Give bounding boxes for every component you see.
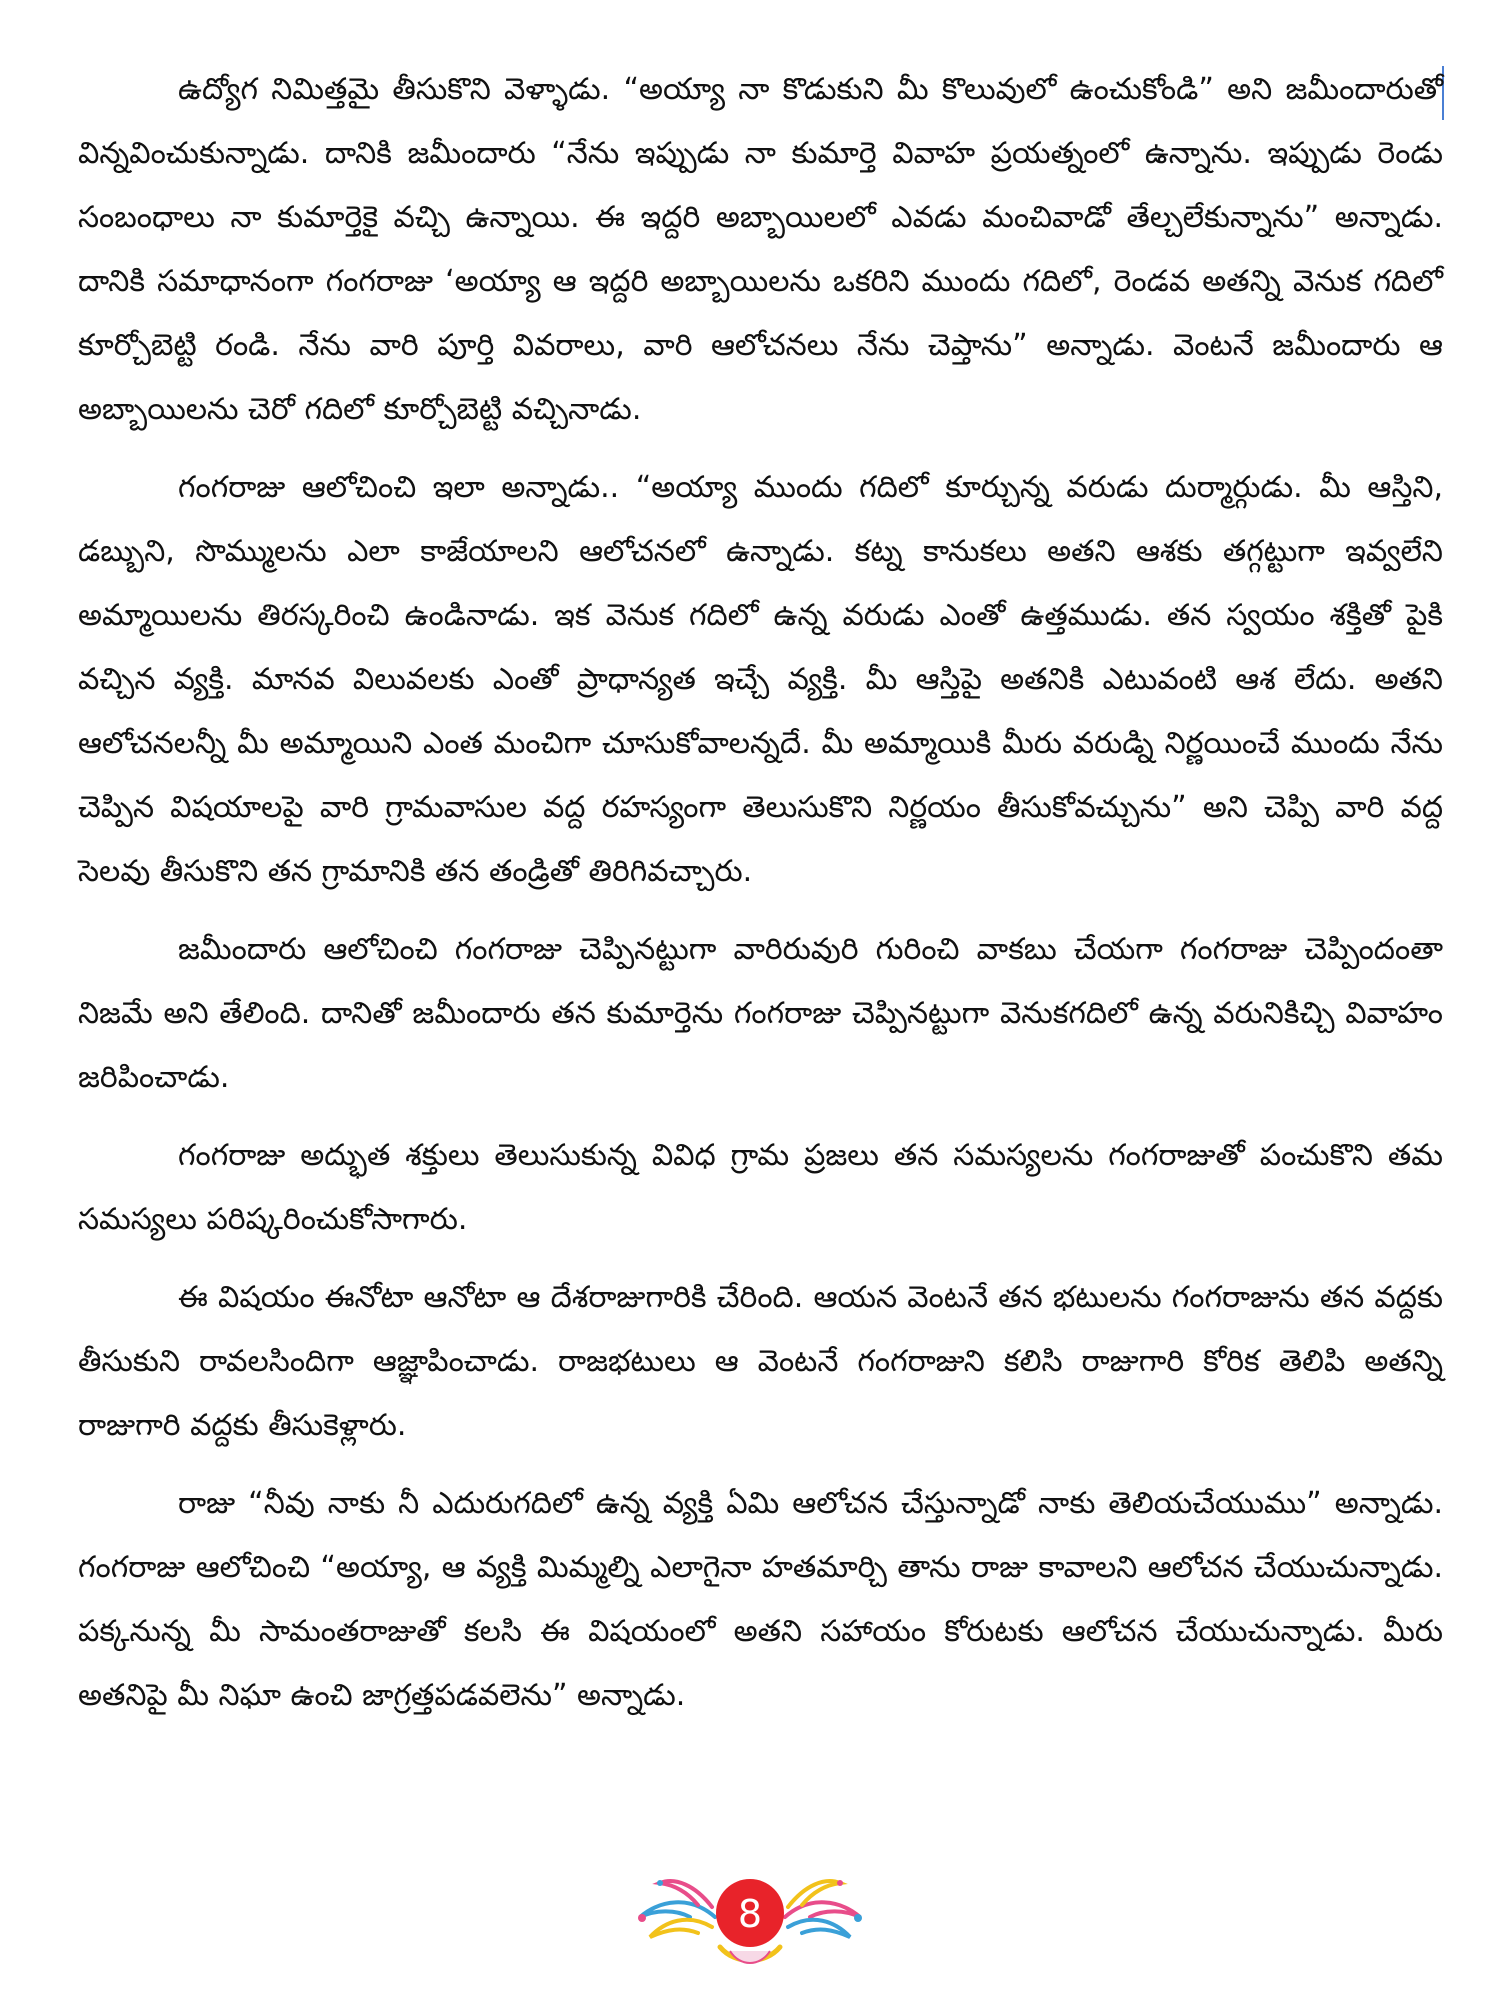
- floral-swirl-ornament-icon: [620, 1855, 880, 1975]
- story-text: [78, 58, 1443, 1742]
- paragraph-3: జమీందారు ఆలోచించి గంగరాజు చెప్పినట్టుగా వారిరువురి గురించి వాకబు చేయగా గంగరాజు చెప్పిందంతా నిజమే అని తేలింది. దానితో జమీందారు తన కుమార్తెను గంగరాజు చెప్పినట్టుగా వెనుకగదిలో ఉన్న వరునికిచ్చి వివాహం జరిపించాడు.: [78, 932, 1443, 1095]
- paragraph-5: ఈ విషయం ఈనోటా ఆనోటా ఆ దేశరాజుగారికి చేరింది. ఆయన వెంటనే తన భటులను గంగరాజును తన వద్దకు తీసుకుని రావలసిందిగా ఆజ్ఞాపించాడు. రాజభటులు ఆ వెంటనే గంగరాజుని కలిసి రాజుగారి కోరిక తెలిపి అతన్ని రాజుగారి వద్దకు తీసుకెళ్లారు.: [78, 1280, 1443, 1443]
- paragraph-6: రాజు “నీవు నాకు నీ ఎదురుగదిలో ఉన్న వ్యక్తి ఏమి ఆలోచన చేస్తున్నాడో నాకు తెలియచేయుము” అన్నాడు. గంగరాజు ఆలోచించి “అయ్యా, ఆ వ్యక్తి మిమ్మల్ని ఎలాగైనా హతమార్చి తాను రాజు కావాలని ఆలోచన చేయుచున్నాడు. పక్కనున్న మీ సామంతరాజుతో కలసి ఈ విషయంలో అతని సహాయం కోరుటకు ఆలోచన చేయుచున్నాడు. మీరు అతనిపై మీ నిఘా ఉంచి జాగ్రత్తపడవలెను” అన్నాడు.: [78, 1486, 1443, 1713]
- page-footer: [620, 1855, 880, 1975]
- page-number: 8: [737, 1892, 763, 1936]
- paragraph-2: గంగరాజు ఆలోచించి ఇలా అన్నాడు.. “అయ్యా ముందు గదిలో కూర్చున్న వరుడు దుర్మార్గుడు. మీ ఆస్తిని, డబ్బుని, సొమ్ములను ఎలా కాజేయాలని ఆలోచనలో ఉన్నాడు. కట్న కానుకలు అతని ఆశకు తగ్గట్టుగా ఇవ్వలేని అమ్మాయిలను తిరస్కరించి ఉండినాడు. ఇక వెనుక గదిలో ఉన్న వరుడు ఎంతో ఉత్తముడు. తన స్వయం శక్తితో పైకి వచ్చిన వ్యక్తి. మానవ విలువలకు ఎంతో ప్రాధాన్యత ఇచ్చే వ్యక్తి. మీ ఆస్తిపై అతనికి ఎటువంటి ఆశ లేదు. అతని ఆలోచనలన్నీ మీ అమ్మాయిని ఎంత మంచిగా చూసుకోవాలన్నదే. మీ అమ్మాయికి మీరు వరుడ్ని నిర్ణయించే ముందు నేను చెప్పిన విషయాలపై వారి గ్రామవాసుల వద్ద రహస్యంగా తెలుసుకొని నిర్ణయం తీసుకోవచ్చును” అని చెప్పి వారి వద్ద సెలవు తీసుకొని తన గ్రామానికి తన తండ్రితో తిరిగివచ్చారు.: [78, 470, 1443, 889]
- paragraph-1: ఉద్యోగ నిమిత్తమై తీసుకొని వెళ్ళాడు. “అయ్యా నా కొడుకుని మీ కొలువులో ఉంచుకోండి” అని జమీందారుతో విన్నవించుకున్నాడు. దానికి జమీందారు “నేను ఇప్పుడు నా కుమార్తె వివాహ ప్రయత్నంలో ఉన్నాను. ఇప్పుడు రెండు సంబంధాలు నా కుమార్తెకై వచ్చి ఉన్నాయి. ఈ ఇద్దరి అబ్బాయిలలో ఎవడు మంచివాడో తేల్చలేకున్నాను” అన్నాడు. దానికి సమాధానంగా గంగరాజు ‘అయ్యా ఆ ఇద్దరి అబ్బాయిలను ఒకరిని ముందు గదిలో, రెండవ అతన్ని వెనుక గదిలో కూర్చోబెట్టి రండి. నేను వారి పూర్తి వివరాలు, వారి ఆలోచనలు నేను చెప్తాను” అన్నాడు. వెంటనే జమీందారు ఆ అబ్బాయిలను చెరో గదిలో కూర్చోబెట్టి వచ్చినాడు.: [78, 72, 1443, 427]
- paragraph-4: గంగరాజు అద్భుత శక్తులు తెలుసుకున్న వివిధ గ్రామ ప్రజలు తన సమస్యలను గంగరాజుతో పంచుకొని తమ సమస్యలు పరిష్కరించుకోసాగారు.: [78, 1138, 1443, 1237]
